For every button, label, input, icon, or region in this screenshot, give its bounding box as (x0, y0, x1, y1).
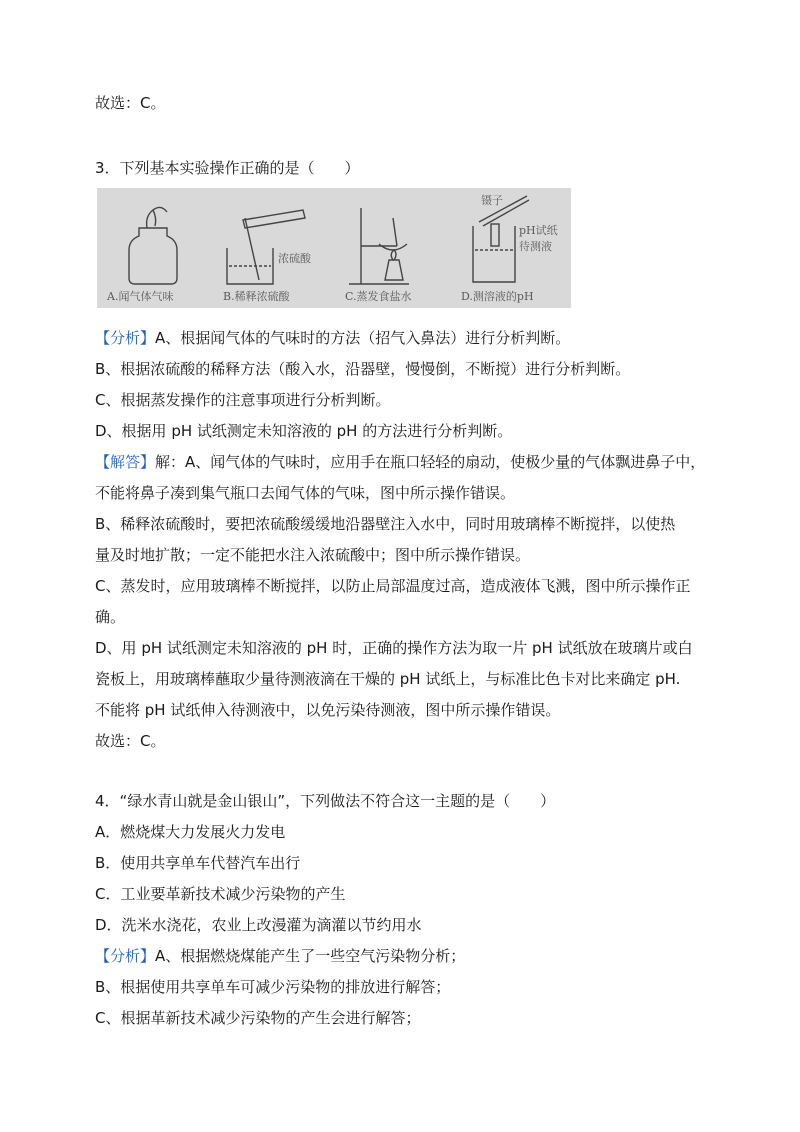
figure-c-evaporation (349, 208, 409, 284)
caption-d: D.测溶液的pH (461, 290, 534, 303)
q3-answer-line: 量及时地扩散；一定不能把水注入浓硫酸中；图中所示操作错误。 (95, 546, 531, 564)
figure-b-dilution (227, 210, 305, 284)
figure-d-ph-test (473, 196, 529, 282)
q3-figure (97, 188, 571, 308)
q4-option-b: B．使用共享单车代替汽车出行 (95, 854, 301, 872)
q3-answer-line: 确。 (95, 608, 126, 626)
label-ph-paper: pH试纸 (519, 224, 558, 237)
figure-a-gas-jar (129, 207, 177, 284)
label-liquid: 待测液 (519, 240, 552, 253)
q3-analysis-line: D、根据用 pH 试纸测定未知溶液的 pH 的方法进行分析判断。 (95, 422, 513, 440)
q3-stem: 3．下列基本实验操作正确的是（ ） (95, 159, 360, 177)
caption-c: C.蒸发食盐水 (345, 290, 412, 303)
q3-answer-line: C、蒸发时，应用玻璃棒不断搅拌，以防止局部温度过高，造成液体飞溅，图中所示操作正 (95, 577, 691, 595)
q3-answer-line: B、稀释浓硫酸时，要把浓硫酸缓缓地沿器壁注入水中，同时用玻璃棒不断搅拌，以使热 (95, 515, 676, 533)
label-tweezers: 镊子 (481, 194, 503, 207)
q4-analysis-line: B、根据使用共享单车可减少污染物的排放进行解答； (95, 978, 451, 996)
label-acid: 浓硫酸 (278, 252, 311, 265)
q3-answer-line: 不能将 pH 试纸伸入待测液中，以免污染待测液，图中所示操作错误。 (95, 701, 561, 719)
q3-analysis-line: 【分析】A、根据闻气体的气味时的方法（招气入鼻法）进行分析判断。 (95, 329, 571, 347)
q4-analysis-line: 【分析】A、根据燃烧煤能产生了一些空气污染物分析； (95, 947, 466, 965)
q4-option-c: C．工业要革新技术减少污染物的产生 (95, 885, 346, 903)
q3-answer-line: 【解答】解：A、闻气体的气味时，应用手在瓶口轻轻的扇动，使极少量的气体飘进鼻子中， (95, 453, 706, 471)
analysis-tag: 【分析】 (95, 329, 156, 347)
analysis-tag: 【分析】 (95, 947, 156, 965)
q3-answer-line: D、用 pH 试纸测定未知溶液的 pH 时，正确的操作方法为取一片 pH 试纸放在玻璃片或白 (95, 639, 693, 657)
q3-final-answer: 故选：C。 (95, 732, 166, 750)
caption-b: B.稀释浓硫酸 (223, 290, 290, 303)
q4-stem: 4．“绿水青山就是金山银山”，下列做法不符合这一主题的是（ ） (95, 792, 556, 810)
caption-a: A.闻气体气味 (107, 290, 174, 303)
q3-answer-line: 不能将鼻子凑到集气瓶口去闻气体的气味，图中所示操作错误。 (95, 484, 516, 502)
q3-analysis-line: B、根据浓硫酸的稀释方法（酸入水，沿器壁，慢慢倒，不断搅）进行分析判断。 (95, 360, 631, 378)
q4-option-d: D．洗米水浇花，农业上改漫灌为滴灌以节约用水 (95, 916, 422, 934)
answer-tag: 【解答】 (95, 453, 156, 471)
q4-analysis-line: C、根据革新技术减少污染物的产生会进行解答； (95, 1009, 421, 1027)
top-answer: 故选：C。 (95, 94, 166, 112)
q4-option-a: A．燃烧煤大力发展火力发电 (95, 823, 286, 841)
q3-analysis-line: C、根据蒸发操作的注意事项进行分析判断。 (95, 391, 391, 409)
q3-answer-line: 瓷板上，用玻璃棒蘸取少量待测液滴在干燥的 pH 试纸上，与标准比色卡对比来确定 pH. (95, 670, 681, 688)
